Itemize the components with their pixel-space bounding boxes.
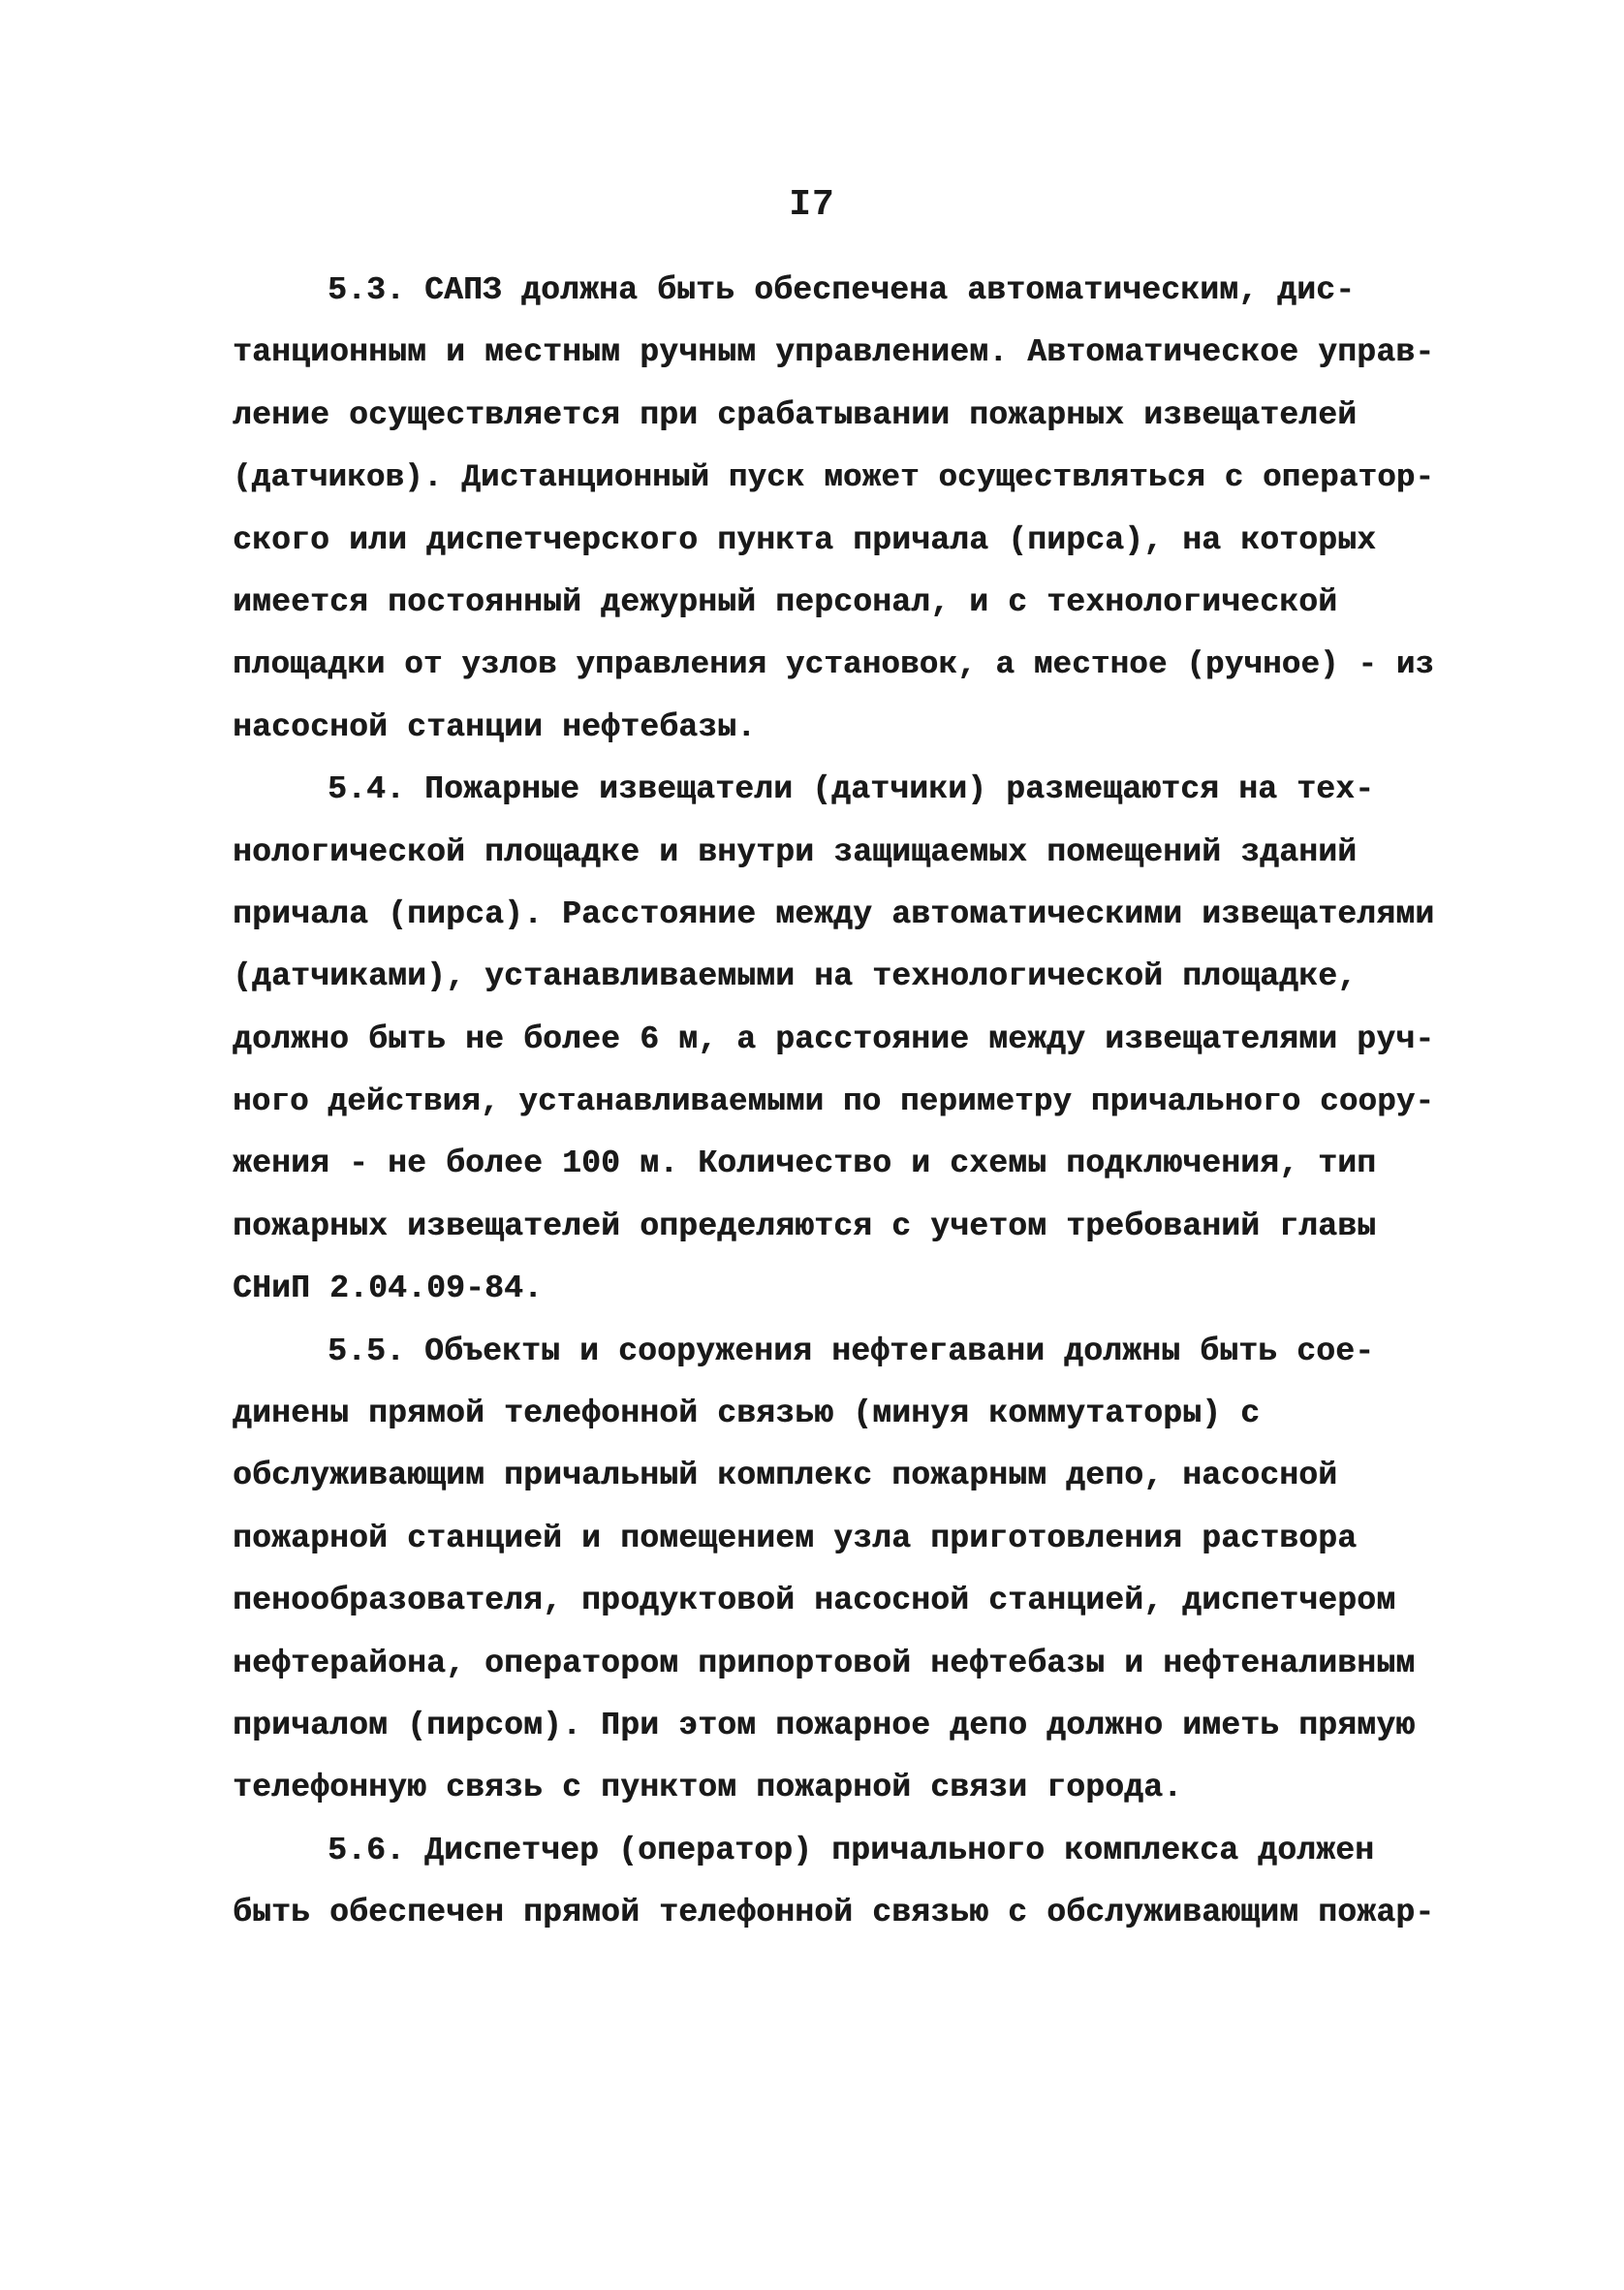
text-line: пожарных извещателей определяются с учетом требований главы	[233, 1208, 1377, 1244]
text-line: имеется постоянный дежурный персонал, и с технологической	[233, 583, 1338, 620]
text-line: ского или диспетчерского пункта причала (пирса), на которых	[233, 521, 1377, 558]
text-line: нефтерайона, оператором припортовой нефтебазы и нефтеналивным	[233, 1645, 1416, 1681]
text-line: пожарной станцией и помещением узла приготовления раствора	[233, 1520, 1358, 1556]
paragraph-first-line: 5.3. САПЗ должна быть обеспечена автоматическим, дис-	[328, 272, 1356, 308]
text-line: должно быть не более 6 м, а расстояние между извещателями руч-	[233, 1020, 1435, 1057]
paragraph-first-line: 5.5. Объекты и сооружения нефтегавани должны быть сое-	[328, 1333, 1375, 1369]
text-line: обслуживающим причальный комплекс пожарным депо, насосной	[233, 1458, 1338, 1494]
text-line: пенообразователя, продуктовой насосной станцией, диспетчером	[233, 1583, 1396, 1619]
body-text	[233, 260, 1434, 1945]
text-line: нологической площадке и внутри защищаемых помещений зданий	[233, 833, 1358, 870]
text-line: ление осуществляется при срабатывании пожарных извещателей	[233, 396, 1358, 433]
text-line: причалом (пирсом). При этом пожарное депо должно иметь прямую	[233, 1707, 1416, 1743]
text-line: причала (пирса). Расстояние между автоматическими извещателями	[233, 895, 1435, 932]
text-line: динены прямой телефонной связью (минуя коммутаторы) с	[233, 1396, 1261, 1432]
paragraph-first-line: 5.6. Диспетчер (оператор) причального комплекса должен	[328, 1832, 1375, 1868]
text-line: (датчиков). Дистанционный пуск может осуществляться с оператор-	[233, 459, 1435, 496]
paragraph-first-line: 5.4. Пожарные извещатели (датчики) размещаются на тех-	[328, 771, 1375, 808]
text-line: ного действия, устанавливаемыми по периметру причального соору-	[233, 1083, 1435, 1120]
text-line: площадки от узлов управления установок, а местное (ручное) - из	[233, 646, 1435, 683]
text-line: быть обеспечен прямой телефонной связью с обслуживающим пожар-	[233, 1895, 1435, 1931]
text-line: танционным и местным ручным управлением. Автоматическое управ-	[233, 334, 1435, 371]
text-line: телефонную связь с пунктом пожарной связи города.	[233, 1770, 1183, 1806]
page-number: I7	[789, 184, 835, 226]
text-line: жения - не более 100 м. Количество и схемы подключения, тип	[233, 1145, 1377, 1182]
text-line: СНиП 2.04.09-84.	[233, 1270, 544, 1307]
text-line: насосной станции нефтебазы.	[233, 708, 757, 745]
text-line: (датчиками), устанавливаемыми на технологической площадке,	[233, 958, 1358, 995]
